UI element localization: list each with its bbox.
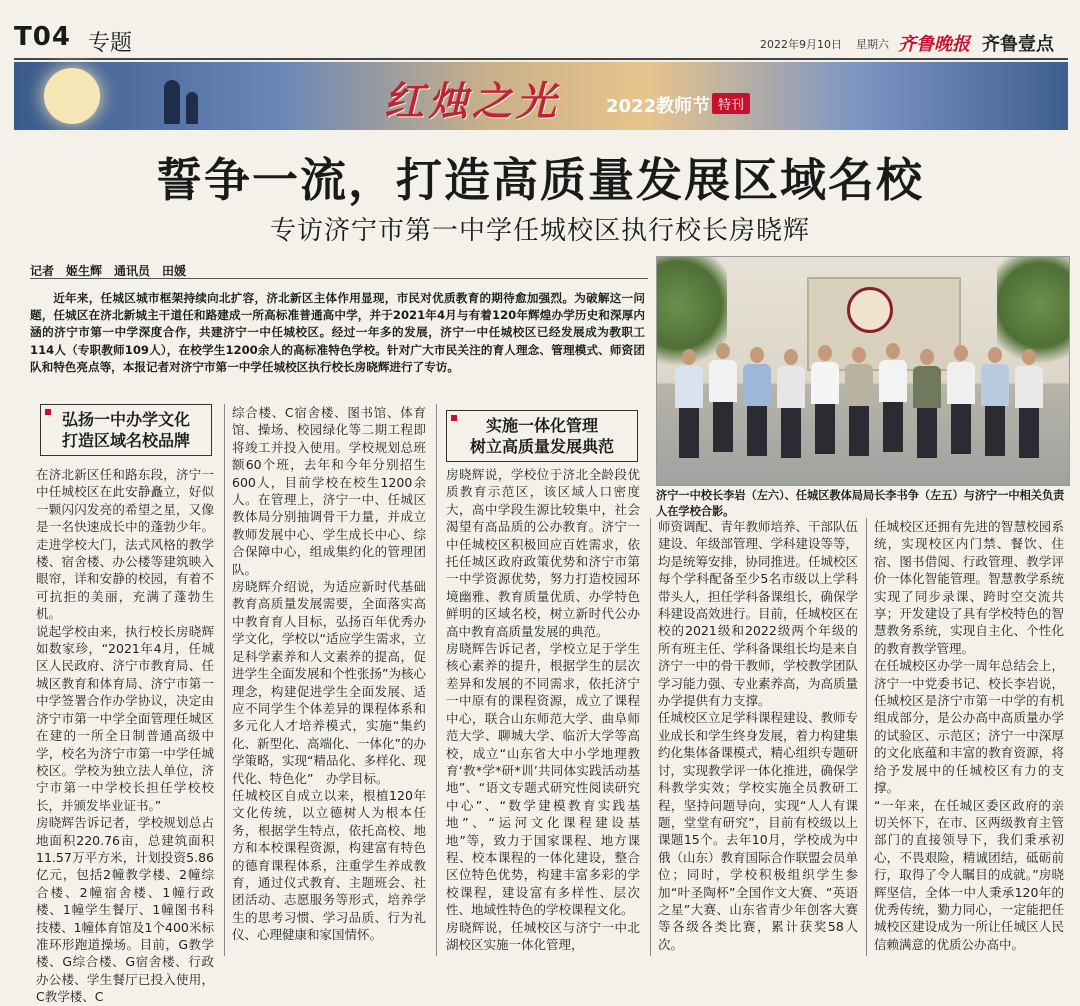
banner-subtitle: 2022教师节: [606, 96, 711, 117]
brand-logo: 齐鲁壹点: [982, 34, 1054, 55]
byline: 记者 姬生辉 通讯员 田媛: [30, 264, 187, 278]
person: [1015, 349, 1043, 458]
column-divider: [650, 518, 651, 956]
article-headline: 誓争一流，打造高质量发展区域名校: [156, 153, 924, 207]
section-heading-management: 实施一体化管理 树立高质量发展典范: [446, 410, 638, 462]
special-issue-banner: [14, 62, 1068, 130]
photo-caption: 济宁一中校长李岩（左六）、任城区教体局局长李书争（左五）与济宁一中相关负责人在学校合影。: [656, 489, 1065, 518]
banner-title: 红烛之光: [384, 78, 560, 125]
school-emblem-icon: [847, 287, 893, 333]
lead-paragraph: 近年来，任城区城市框架持续向北扩容，济北新区主体作用显现，市民对优质教育的期待愈加强烈。为破解这一问题，任城区在济北新城主干道任和路建成一所高标准普通高中学，并于2021年4月与有着120年辉煌办学历史和深厚内涵的济宁市第一中学深度合作，共建济宁一中任城校区。经过一年多的发展，济宁一中任城校区已经发展成为教职工114人（专职教师109人），在校学生1200余人的高标准特色学校。针对广大市民关注的育人理念、管理模式、师资团队和特色亮点等，本报记者对济宁市第一中学任城校区执行校长房晓辉进行了专访。: [30, 291, 645, 374]
person: [675, 349, 703, 458]
group-photo: [656, 256, 1070, 486]
person: [709, 343, 737, 452]
section-heading-culture: 弘扬一中办学文化 打造区域名校品牌: [40, 404, 212, 456]
header-divider: [14, 58, 1068, 60]
body-column-1: 在济北新区任和路东段，济宁一中任城校区在此安静矗立，好似一颗闪闪发亮的希望之星，又像是一名快速成长中的蓬勃少年。走进学校大门，法式风格的教学楼、宿舍楼、办公楼等建筑映入眼帘，详和安静的校园，有着不可抗拒的美丽，充满了蓬勃生机。 说起学校由来，执行校长房晓辉如数家珍，“2021年4月，任城区人民政府、济宁市教育局、任城区教育和体育局、济宁市第一中学签署合作办学协议，决定由济宁市第一中学全面管理任城区在建的一所全日制普通高级中学，校名为济宁市第一中学任城校区。学校为独立法人单位，济宁市第一中学校长担任学校校长，并颁发毕业证书。” 房晓辉告诉记者，学校规划总占地面积220.76亩，总建筑面积11.57万平方米，计划投资5.86亿元，包括2幢教学楼、2幢综合楼、2幢宿舍楼、1幢行政楼、1幢学生餐厅、1幢图书科技楼、1幢体育馆及1个400米标准环形跑道操场。目前，G教学楼、G综合楼、G宿舍楼、行政办公楼、学生餐厅已投入使用，C教学楼、C: [36, 467, 214, 1005]
body-column-4: 师资调配、青年教师培养、干部队伍建设、年级部管理、学科建设等等，均是统筹安排，协同推进。任城校区每个学科配备至少5名市级以上学科带头人，担任学科备课组长，确保学科建设高效进行。目前，任城校区在校的2021级和2022级两个年级的所有班主任、学科备课组长均是来自济宁一中的骨干教师，学校教学团队学习能力强、专业素养高，为高质量办学提供有力支撑。 任城校区立足学科课程建设、教师专业成长和学生终身发展，着力构建集约化集体备课模式，精心组织专题研讨，实现教学评一体化推进，确保学科教学实效；学校实施全员教研工程，坚持问题导向，实现“人人有课题，堂堂有研究”，目前有校级以上课题15个。去年10月，学校成为中俄（山东）教育国际合作联盟会员单位；同时，学校积极组织学生参加“叶圣陶杯”全国作文大赛、“英语之星”大赛、山东省青少年创客大赛等各级各类比赛，累计获奖58人次。: [658, 519, 859, 952]
column-divider: [224, 404, 225, 956]
person: [845, 347, 873, 456]
body-column-3: 房晓辉说，学校位于济北全龄段优质教育示范区，该区域人口密度大，高中学段生源比较集中，社会渴望有高品质的公办教育。济宁一中任城校区积极回应百姓需求，依托任城区政府政策优势和济宁市第一中学资源优势，努力打造校园环境幽雅、教育质量优质、办学特色鲜明的区域名校，树立新时代公办高中教育高质量发展的典范。 房晓辉告诉记者，学校立足于学生核心素养的提升，根据学生的层次差异和发展的不同需求，依托济宁一中原有的课程资源，成立了课程中心，联合山东师范大学、曲阜师范大学、聊城大学、临沂大学等高校，成立“山东省大中小学地理教育‘教*学*研*训’共同体实践活动基地”、“语文专题式研究性阅读研究中心”、“数学建模教育实践基地”、“运河文化课程建设基地”等，致力于国家课程、地方课程、校本课程的一体化建设，整合区位特色优势，构建丰富多彩的学校课程，建设富有多样性、层次性、地域性特色的学校课程文化。 房晓辉说，任城校区与济宁一中北湖校区实施一体化管理，: [446, 467, 640, 952]
person: [913, 349, 941, 458]
moon-icon: [44, 68, 100, 124]
person: [811, 345, 839, 454]
person: [743, 347, 771, 456]
body-column-5: 任城校区还拥有先进的智慧校园系统，实现校区内门禁、餐饮、住宿、图书借阅、行政管理、教学评价一体化智能管理。智慧教学系统实现了同步录课、跨时空交流共享；开发建设了具有学校特色的智慧教务系统，实现自主化、个性化的教育教学管理。 在任城校区办学一周年总结会上，济宁一中党委书记、校长李岩说，任城校区是济宁市第一中学的有机组成部分，是公办高中高质量办学的试验区、示范区；济宁一中深厚的文化底蕴和丰富的教育资源，将给予发展中的任城校区有力的支撑。 “一年来，在任城区委区政府的亲切关怀下，在市、区两级教育主管部门的直接领导下，我们秉承初心，不畏艰险，精诚团结，砥砺前行，取得了令人瞩目的成就。”房晓辉坚信，全体一中人秉承120年的优秀传统，勠力同心，一定能把任城校区建设成为一所让任城区人民信赖满意的优质公办高中。: [874, 519, 1064, 952]
newspaper-logo: 齐鲁晚报: [898, 34, 970, 55]
article-subheadline: 专访济宁市第一中学任城校区执行校长房晓辉: [269, 216, 810, 246]
person: [947, 345, 975, 454]
column-divider: [866, 518, 867, 956]
special-issue-badge: 特刊: [712, 93, 750, 114]
publish-date: 2022年9月10日: [760, 38, 842, 51]
person: [777, 349, 805, 458]
column-divider: [436, 404, 437, 956]
child-silhouette-icon: [186, 92, 198, 124]
publish-weekday: 星期六: [856, 38, 889, 51]
person: [981, 347, 1009, 456]
body-column-2: 综合楼、C宿舍楼、图书馆、体育馆、操场、校园绿化等二期工程即将竣工并投入使用。学校规划总班额60个班，去年和今年分别招生600人，目前学校在校生1200余人。在管理上，济宁一中、任城区教体局分别抽调骨干力量，并成立教师发展中心、学生成长中心、综合保障中心，组成集约化的管理团队。 房晓辉介绍说，为适应新时代基础教育高质量发展需要，全面落实高中教育育人目标，弘扬百年优秀办学文化，学校以“适应学生需求，立足科学素养和人文素养的提高，促进学生全面发展和个性张扬”为核心理念，构建促进学生全面发展、适应不同学生个体差异的课程体系和多元化人才培养模式，实施“集约化、新型化、高端化、一体化”的办学策略，实现“精品化、多样化、现代化、特色化” 办学目标。 任城校区自成立以来，根植120年文化传统，以立德树人为根本任务，根据学生特点，依托高校、地方和本校课程资源，构建富有特色的德育课程体系，注重学生养成教育，通过仪式教育、主题班会、社团活动、志愿服务等形式，培养学生的思考习惯、学习品质、行为礼仪、心理健康和家国情怀。: [232, 405, 426, 943]
section-name: 专题: [88, 31, 133, 56]
teacher-silhouette-icon: [164, 80, 180, 124]
byline-divider: [30, 278, 648, 279]
person: [879, 343, 907, 452]
page-number: T04: [14, 22, 71, 52]
